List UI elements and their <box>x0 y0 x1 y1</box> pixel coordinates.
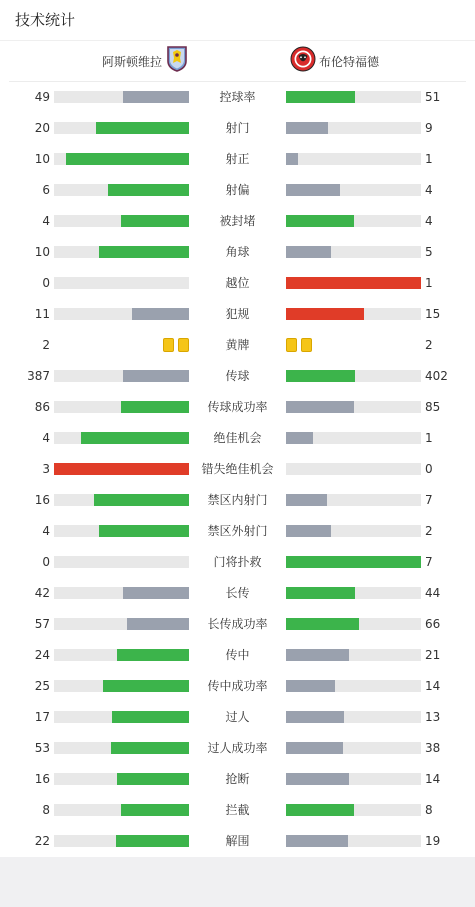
home-bar-track <box>54 556 189 568</box>
home-bar-fill <box>127 618 189 630</box>
home-bar-track <box>54 711 189 723</box>
home-bar-track <box>54 773 189 785</box>
stat-row <box>0 454 475 485</box>
home-bar-fill <box>117 773 189 785</box>
away-stat-value: 1 <box>425 276 433 290</box>
home-bar-track <box>54 401 189 413</box>
away-bar-fill <box>286 153 298 165</box>
home-stat-value: 387 <box>27 369 50 383</box>
stat-label: 传球 <box>225 369 250 383</box>
stat-row <box>0 764 475 795</box>
away-bar-fill <box>286 742 343 754</box>
away-bar-fill <box>286 215 354 227</box>
away-stat-value: 0 <box>425 462 433 476</box>
stat-row <box>0 547 475 578</box>
aston-villa-crest-icon <box>167 46 187 76</box>
home-bar-fill <box>108 184 189 196</box>
away-bar-fill <box>286 711 344 723</box>
away-bar-fill <box>286 401 354 413</box>
home-bar-track <box>54 370 189 382</box>
away-stat-value: 13 <box>425 710 441 724</box>
away-stat-value: 4 <box>425 214 433 228</box>
stat-row <box>0 485 475 516</box>
home-bar-fill <box>81 432 189 444</box>
home-bar-track <box>54 618 189 630</box>
away-bar-fill <box>286 277 421 289</box>
stat-row <box>0 82 475 113</box>
yellow-card-icon <box>178 338 189 352</box>
stat-row <box>0 423 475 454</box>
away-bar-track <box>286 525 421 537</box>
home-stat-value: 17 <box>34 710 50 724</box>
away-stat-value: 21 <box>425 648 441 662</box>
home-bar-fill <box>117 649 189 661</box>
away-bar-track <box>286 835 421 847</box>
away-bar-fill <box>286 649 349 661</box>
stat-label: 传中 <box>225 648 250 662</box>
stat-label: 长传成功率 <box>207 617 268 631</box>
away-bar-fill <box>286 804 354 816</box>
stat-row <box>0 733 475 764</box>
section-title: 技术统计 <box>15 11 76 29</box>
home-bar-track <box>54 122 189 134</box>
home-stat-value: 25 <box>34 679 50 693</box>
home-stat-value: 6 <box>42 183 50 197</box>
away-bar-fill <box>286 91 355 103</box>
home-stat-value: 8 <box>42 803 50 817</box>
away-bar-track <box>286 587 421 599</box>
away-stat-value: 2 <box>425 338 433 352</box>
stat-label: 角球 <box>225 245 250 259</box>
stat-row <box>0 144 475 175</box>
away-bar-fill <box>286 494 327 506</box>
away-bar-track <box>286 153 421 165</box>
stat-row <box>0 640 475 671</box>
home-stat-value: 16 <box>34 493 50 507</box>
away-stat-value: 14 <box>425 679 441 693</box>
away-bar-track <box>286 308 421 320</box>
stat-label: 传球成功率 <box>207 400 268 414</box>
home-stat-value: 10 <box>34 245 50 259</box>
away-bar-track <box>286 711 421 723</box>
away-bar-track <box>286 463 421 475</box>
home-bar-fill <box>121 401 189 413</box>
stat-row <box>0 578 475 609</box>
stat-row <box>0 206 475 237</box>
away-bar-track <box>286 556 421 568</box>
away-bar-track <box>286 618 421 630</box>
home-bar-track <box>54 587 189 599</box>
stat-label: 过人成功率 <box>207 741 268 755</box>
away-stat-value: 85 <box>425 400 441 414</box>
away-yellow-cards <box>286 338 312 352</box>
away-bar-fill <box>286 773 349 785</box>
away-bar-fill <box>286 370 355 382</box>
away-bar-fill <box>286 122 328 134</box>
away-bar-fill <box>286 556 421 568</box>
away-team[interactable] <box>290 48 379 74</box>
away-bar-track <box>286 804 421 816</box>
home-bar-fill <box>116 835 189 847</box>
team-header <box>0 41 475 81</box>
away-bar-track <box>286 370 421 382</box>
home-stat-value: 4 <box>42 431 50 445</box>
away-bar-track <box>286 401 421 413</box>
away-stat-value: 44 <box>425 586 441 600</box>
away-bar-fill <box>286 587 355 599</box>
stat-row <box>0 361 475 392</box>
home-bar-fill <box>111 742 189 754</box>
away-stat-value: 2 <box>425 524 433 538</box>
away-stat-value: 51 <box>425 90 441 104</box>
home-bar-track <box>54 91 189 103</box>
away-bar-track <box>286 680 421 692</box>
stat-label: 射偏 <box>225 183 250 197</box>
home-team-name: 阿斯顿维拉 <box>101 54 162 69</box>
away-bar-fill <box>286 525 331 537</box>
home-bar-track <box>54 680 189 692</box>
stat-label: 禁区内射门 <box>207 493 268 507</box>
away-bar-fill <box>286 618 359 630</box>
away-stat-value: 402 <box>425 369 448 383</box>
stat-label: 过人 <box>225 710 250 724</box>
home-stat-value: 2 <box>42 338 50 352</box>
home-bar-track <box>54 246 189 258</box>
home-stat-value: 11 <box>34 307 50 321</box>
away-bar-track <box>286 432 421 444</box>
away-bar-track <box>286 215 421 227</box>
home-bar-fill <box>96 122 189 134</box>
stat-row <box>0 268 475 299</box>
home-bar-fill <box>54 463 189 475</box>
home-bar-track <box>54 308 189 320</box>
home-stat-value: 0 <box>42 276 50 290</box>
home-bar-track <box>54 184 189 196</box>
away-bar-track <box>286 649 421 661</box>
away-bar-track <box>286 91 421 103</box>
stat-row <box>0 609 475 640</box>
home-bar-track <box>54 742 189 754</box>
stat-row <box>0 175 475 206</box>
home-bar-fill <box>99 525 189 537</box>
home-stat-value: 86 <box>34 400 50 414</box>
away-stat-value: 5 <box>425 245 433 259</box>
away-bar-track <box>286 742 421 754</box>
stat-row <box>0 516 475 547</box>
home-bar-fill <box>123 587 189 599</box>
home-bar-fill <box>94 494 189 506</box>
away-stat-value: 9 <box>425 121 433 135</box>
yellow-card-icon <box>163 338 174 352</box>
away-stat-value: 15 <box>425 307 441 321</box>
home-stat-value: 10 <box>34 152 50 166</box>
home-stat-value: 57 <box>34 617 50 631</box>
stat-label: 控球率 <box>219 90 256 104</box>
home-bar-track <box>54 432 189 444</box>
home-stat-value: 4 <box>42 214 50 228</box>
away-bar-fill <box>286 835 348 847</box>
away-stat-value: 14 <box>425 772 441 786</box>
stat-label: 越位 <box>225 276 250 290</box>
stat-row <box>0 826 475 857</box>
home-bar-fill <box>123 91 189 103</box>
home-stat-value: 53 <box>34 741 50 755</box>
stat-label: 传中成功率 <box>207 679 268 693</box>
stat-label: 抢断 <box>225 772 250 786</box>
away-stat-value: 38 <box>425 741 441 755</box>
home-stat-value: 49 <box>34 90 50 104</box>
away-bar-track <box>286 246 421 258</box>
stat-row <box>0 299 475 330</box>
home-bar-track <box>54 215 189 227</box>
home-bar-fill <box>99 246 189 258</box>
away-stat-value: 8 <box>425 803 433 817</box>
away-stat-value: 19 <box>425 834 441 848</box>
home-bar-fill <box>132 308 189 320</box>
away-bar-fill <box>286 246 331 258</box>
home-bar-track <box>54 153 189 165</box>
home-stat-value: 3 <box>42 462 50 476</box>
brentford-crest-icon <box>290 46 316 76</box>
home-bar-track <box>54 277 189 289</box>
home-bar-track <box>54 525 189 537</box>
stat-label: 射正 <box>225 152 250 166</box>
stat-row <box>0 237 475 268</box>
stat-row <box>0 795 475 826</box>
away-stat-value: 7 <box>425 555 433 569</box>
stat-row <box>0 702 475 733</box>
stat-label: 被封堵 <box>219 214 256 228</box>
home-bar-track <box>54 835 189 847</box>
stat-row <box>0 392 475 423</box>
stat-label: 解围 <box>225 834 250 848</box>
stat-label: 黄牌 <box>225 338 250 352</box>
home-bar-track <box>54 804 189 816</box>
away-bar-track <box>286 184 421 196</box>
away-bar-fill <box>286 432 313 444</box>
home-bar-track <box>54 463 189 475</box>
home-bar-fill <box>66 153 189 165</box>
stat-label: 禁区外射门 <box>207 524 268 538</box>
away-bar-track <box>286 773 421 785</box>
stats-list <box>0 82 475 857</box>
stat-label: 拦截 <box>225 803 250 817</box>
yellow-card-icon <box>301 338 312 352</box>
away-stat-value: 1 <box>425 431 433 445</box>
stat-row <box>0 113 475 144</box>
away-bar-fill <box>286 308 364 320</box>
stat-label: 射门 <box>225 121 250 135</box>
home-stat-value: 4 <box>42 524 50 538</box>
stat-label: 门将扑救 <box>213 555 262 569</box>
home-stat-value: 42 <box>34 586 50 600</box>
stat-row <box>0 330 475 361</box>
home-yellow-cards <box>163 338 189 352</box>
home-stat-value: 24 <box>34 648 50 662</box>
home-stat-value: 20 <box>34 121 50 135</box>
stat-row <box>0 671 475 702</box>
home-stat-value: 16 <box>34 772 50 786</box>
away-bar-track <box>286 122 421 134</box>
away-stat-value: 1 <box>425 152 433 166</box>
away-bar-fill <box>286 184 340 196</box>
stat-label: 错失绝佳机会 <box>201 462 274 476</box>
away-bar-track <box>286 277 421 289</box>
yellow-card-icon <box>286 338 297 352</box>
stat-label: 绝佳机会 <box>213 431 262 445</box>
home-bar-fill <box>121 215 189 227</box>
away-stat-value: 7 <box>425 493 433 507</box>
home-bar-track <box>54 649 189 661</box>
home-stat-value: 0 <box>42 555 50 569</box>
home-bar-fill <box>123 370 189 382</box>
away-stat-value: 4 <box>425 183 433 197</box>
home-bar-track <box>54 494 189 506</box>
home-bar-fill <box>103 680 189 692</box>
away-bar-track <box>286 494 421 506</box>
home-stat-value: 22 <box>34 834 50 848</box>
away-team-name: 布伦特福德 <box>319 54 380 69</box>
home-bar-fill <box>112 711 189 723</box>
home-team[interactable] <box>102 48 187 74</box>
away-stat-value: 66 <box>425 617 441 631</box>
stat-label: 长传 <box>225 586 250 600</box>
away-bar-fill <box>286 680 335 692</box>
home-bar-fill <box>121 804 189 816</box>
stat-label: 犯规 <box>225 307 250 321</box>
